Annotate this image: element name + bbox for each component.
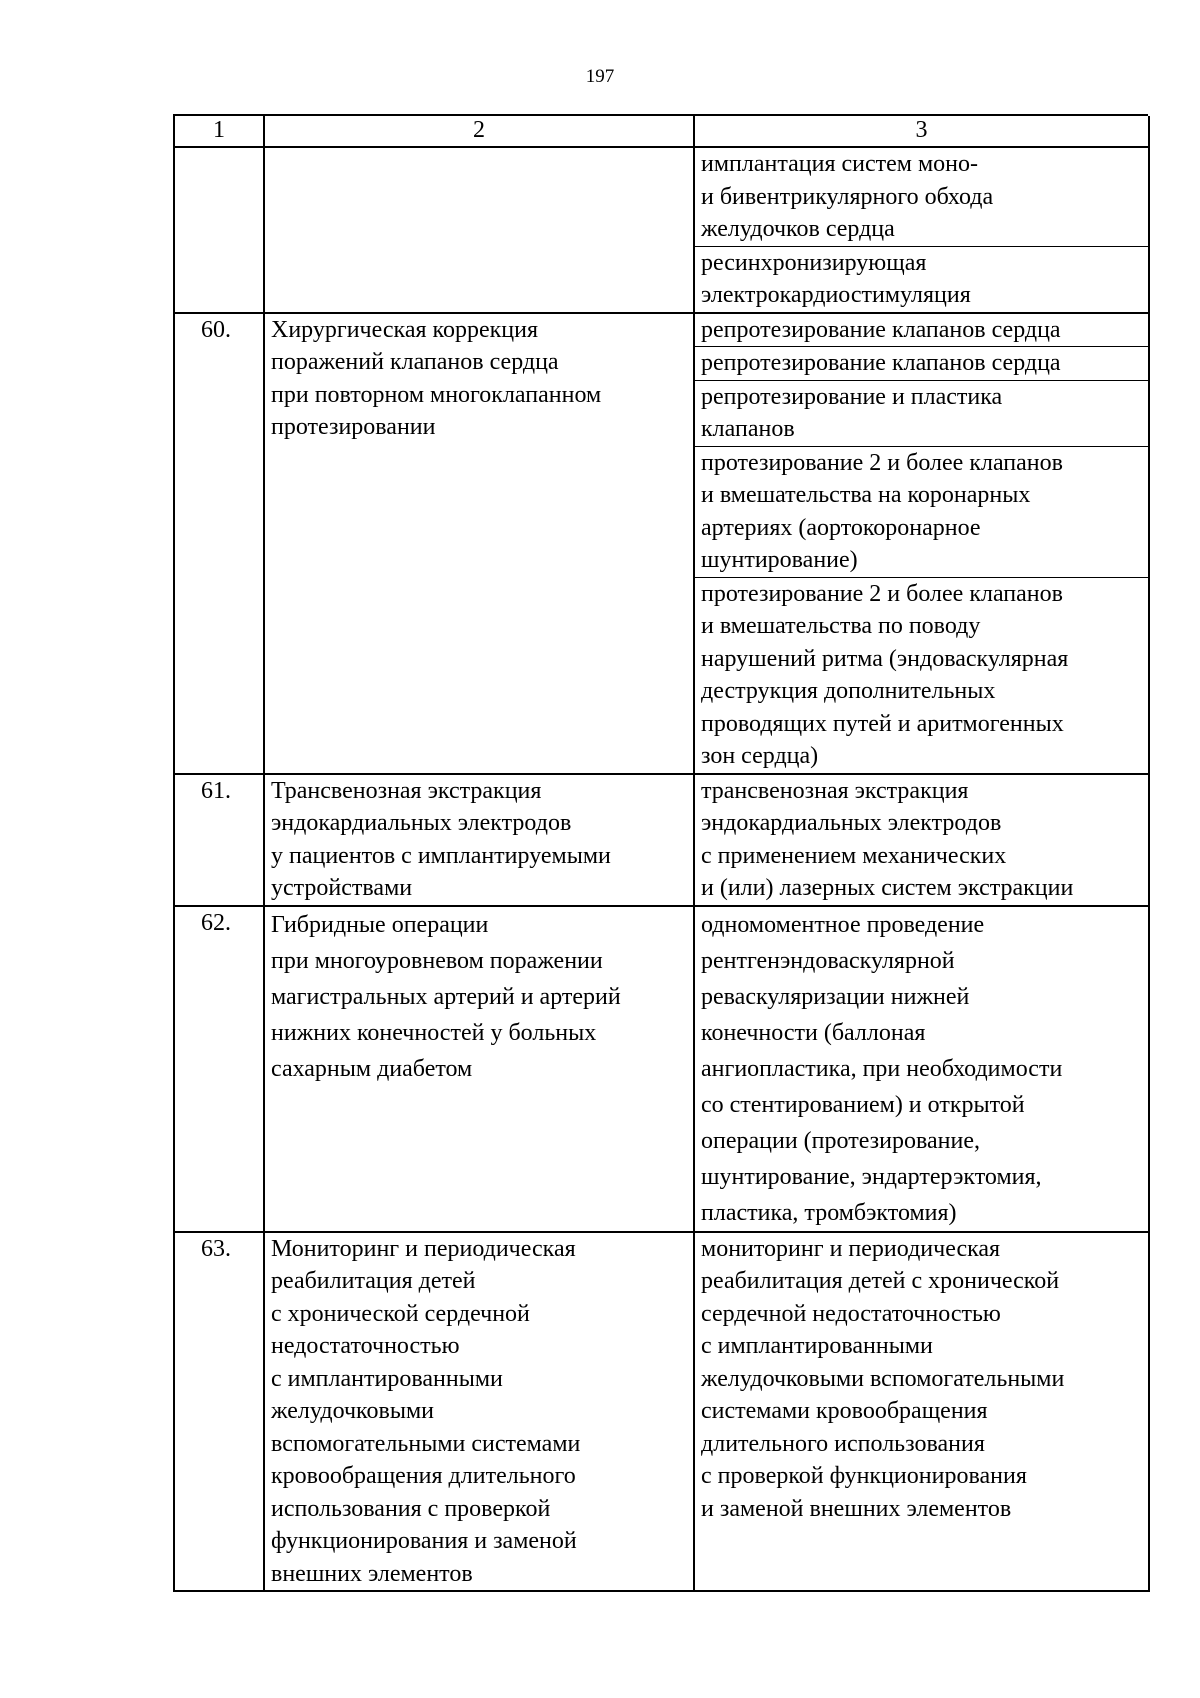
treatment-method: репротезирование клапанов сердца xyxy=(695,346,1148,380)
column-header-1: 1 xyxy=(175,116,265,148)
treatment-method: одномоментное проведение рентгенэндоваскулярной реваскуляризации нижней конечности (баллоная ангиопластика, при необходимости со стентированием) и открытой операции (протезирование, шунтирование, эндартерэктомия, пластика, тромбэктомия) xyxy=(701,911,1063,1226)
service-name: Гибридные операции при многоуровневом поражении магистральных артерий и артерий нижних конечностей у больных сахарным диабетом xyxy=(265,907,695,1233)
row-number: 62. xyxy=(175,907,265,1233)
service-name: Хирургическая коррекция поражений клапанов сердца при повторном многоклапанном протезировании xyxy=(265,314,695,775)
column-header-3: 3 xyxy=(695,116,1150,148)
treatment-method: имплантация систем моно- и бивентрикулярного обхода желудочков сердца xyxy=(701,151,994,242)
row-number: 63. xyxy=(175,1233,265,1593)
service-name: Трансвенозная экстракция эндокардиальных электродов у пациентов с имплантируемыми устройствами xyxy=(265,775,695,907)
treatment-method: ресинхронизирующая электрокардиостимуляция xyxy=(695,246,1148,312)
treatment-method: репротезирование и пластика клапанов xyxy=(695,380,1148,446)
table-grid xyxy=(173,114,1148,1592)
service-name xyxy=(265,148,695,314)
column-header-2: 2 xyxy=(265,116,695,148)
treatment-method: трансвенозная экстракция эндокардиальных электродов с применением механических и (или) лазерных систем экстракции xyxy=(701,777,1074,901)
treatment-method: мониторинг и периодическая реабилитация детей с хронической сердечной недостаточностью с имплантированными желудочковыми вспомогательными системами кровообращения длительного использования с проверкой функционирования и заменой внешних элементов xyxy=(701,1235,1065,1522)
service-name: Мониторинг и периодическая реабилитация детей с хронической сердечной недостаточностью с имплантированными желудочковыми вспомогательными системами кровообращения длительного использования с проверкой функционирования и заменой внешних элементов xyxy=(265,1233,695,1593)
treatment-methods xyxy=(695,314,1150,775)
row-number: 61. xyxy=(175,775,265,907)
treatment-method: протезирование 2 и более клапанов и вмешательства по поводу нарушений ритма (эндоваскулярная деструкция дополнительных проводящих путей и аритмогенных зон сердца) xyxy=(695,577,1148,773)
treatment-methods xyxy=(695,775,1150,907)
treatment-methods xyxy=(695,1233,1150,1593)
treatment-methods xyxy=(695,148,1150,314)
row-number: 60. xyxy=(175,314,265,775)
treatment-method: репротезирование клапанов сердца xyxy=(701,316,1061,343)
page-number: 197 xyxy=(585,66,615,87)
services-table xyxy=(173,114,1148,1592)
treatment-method: протезирование 2 и более клапанов и вмешательства на коронарных артериях (аортокоронарное шунтирование) xyxy=(695,446,1148,577)
treatment-methods xyxy=(695,907,1150,1233)
row-number xyxy=(175,148,265,314)
